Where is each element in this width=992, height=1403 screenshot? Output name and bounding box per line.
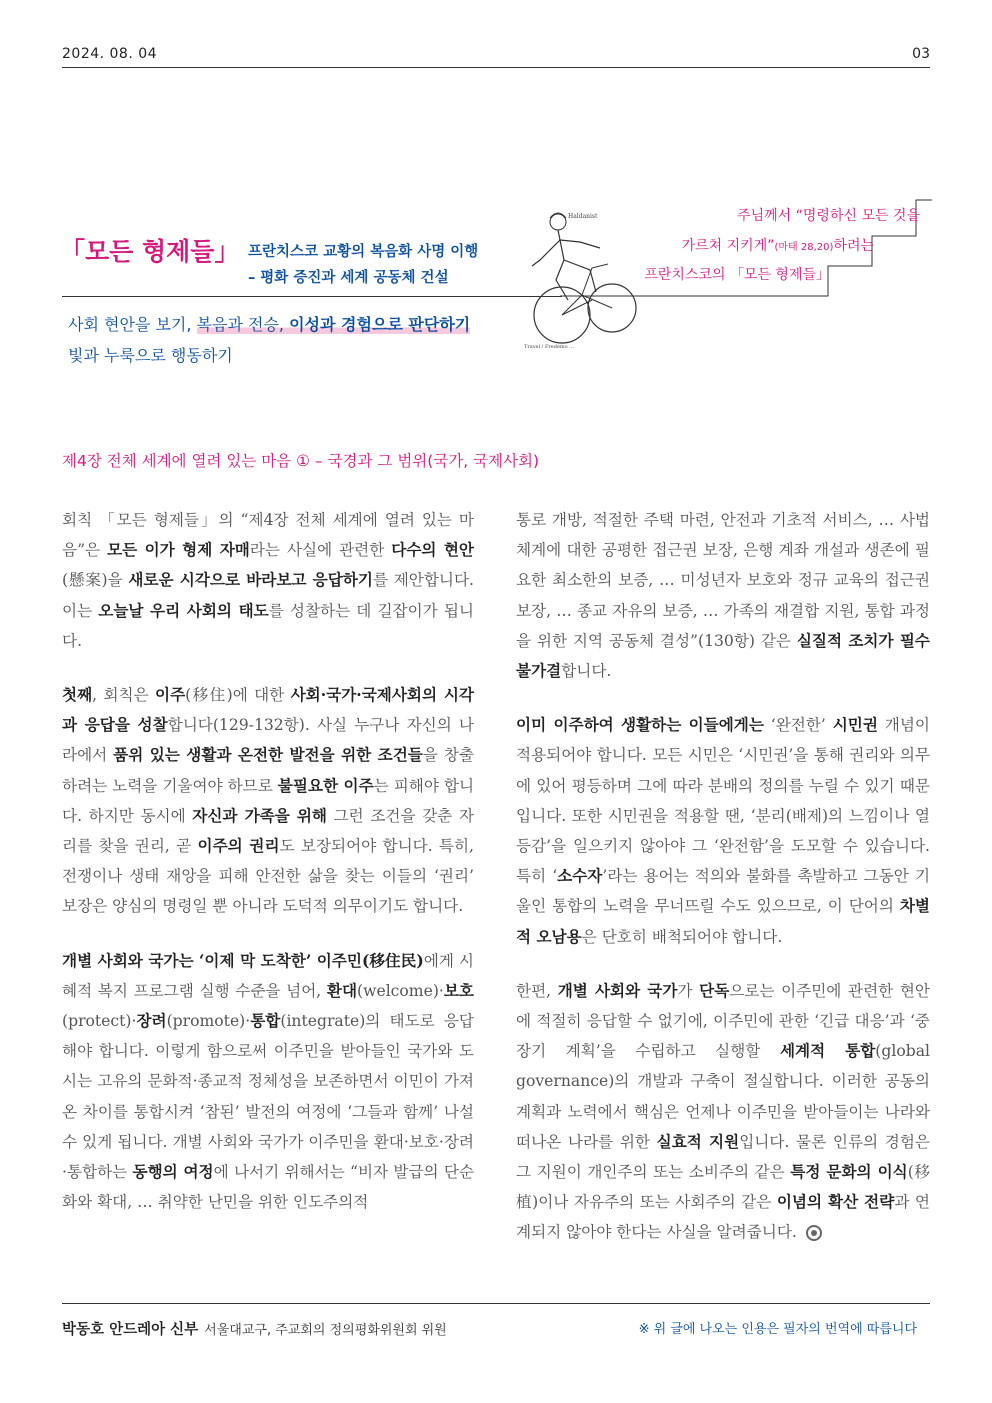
paragraph: 회칙 「모든 형제들」의 “제4장 전체 세계에 열려 있는 마음”은 모든 이가 형제 자매라는 사실에 관련한 다수의 현안(懸案)을 새로운 시각으로 바라보고 응답하기를 제안합니다. 이는 오늘날 우리 사회의 태도를 성찰하는 데 길잡이가 됩니다. <box>62 511 474 650</box>
author-role: 서울대교구, 주교회의 정의평화위원회 위원 <box>204 1323 447 1338</box>
header-divider <box>62 67 930 68</box>
article-column-right <box>516 505 930 1272</box>
tagline-line-2: 빛과 누룩으로 행동하기 <box>68 346 233 365</box>
illustration-caption-bottom: Travel / Fredemo ... <box>524 344 575 350</box>
tagline-judge: 이성과 경험으로 판단하기 <box>289 315 471 334</box>
paragraph: 첫째, 회칙은 이주(移住)에 대한 사회·국가·국제사회의 시각과 응답을 성찰합니다(129-132항). 사실 누구나 자신의 나라에서 품위 있는 생활과 온전한 발전을 위한 조건들을 창출하려는 노력을 기울여야 하므로 불필요한 이주는 피해야 합니다. 하지만 동시에 자신과 가족을 위해 그런 조건을 갖춘 자리를 찾을 권리, 곧 이주의 권리도 보장되어야 합니다. 특히, 전쟁이나 생태 재앙을 피해 안전한 삶을 찾는 이들의 ‘권리’ 보장은 양심의 명령일 뿐 아니라 도덕적 의무이기도 합니다. <box>62 685 475 916</box>
tagline-see: 사회 현안을 보기, <box>68 315 197 334</box>
stair-text-3: 프란치스코의 「모든 형제들」 <box>644 267 830 283</box>
translation-note: ※ 위 글에 나오는 인용은 필자의 번역에 따릅니다 <box>638 1322 917 1337</box>
author-credit <box>62 1318 447 1339</box>
paragraph: 개별 사회와 국가는 ‘이제 막 도착한’ 이주민(移住民)에게 시혜적 복지 프로그램 실행 수준을 넘어, 환대(welcome)·보호(protect)·장려(promote)·통합(integrate)의 태도로 응답해야 합니다. 이렇게 함으로써 이주민을 받아들인 국가와 도시는 고유의 문화적·종교적 정체성을 보존하면서 이민이 가져온 차이를 통합시켜 ‘참된’ 발전의 여정에 ‘그들과 함께’ 나설 수 있게 됩니다. 개별 사회와 국가가 이주민을 환대·보호·장려·통합하는 동행의 여정에 나서기 위해서는 “비자 발급의 단순화와 확대, … 취약한 난민을 위한 인도주의적 <box>62 950 475 1212</box>
title-divider <box>62 296 562 297</box>
subtitle-line-2: – 평화 증진과 세계 공동체 건설 <box>248 270 449 286</box>
paragraph: 이미 이주하여 생활하는 이들에게는 ‘완전한’ 시민권 개념이 적용되어야 합니다. 모든 시민은 ‘시민권’을 통해 권리와 의무에 있어 평등하며 그에 따라 분배의 정의를 누릴 수 있기 때문입니다. 또한 시민권을 적용할 땐, ‘분리(배제)의 느낌이나 열등감’을 일으키지 않아야 그 ‘완전함’을 도모할 수 있습니다. 특히 ‘소수자’라는 용어는 적의와 불화를 촉발하고 그동안 기울인 통합의 노력을 무너뜨릴 수도 있으므로, 이 단어의 차별적 오남용은 단호히 배척되어야 합니다. <box>516 715 931 946</box>
page-number: 03 <box>912 46 930 62</box>
tagline-line-1 <box>68 312 470 335</box>
article-column-left <box>62 505 474 1241</box>
tagline-gospel: 복음과 전승, <box>196 315 290 334</box>
chapter-heading: 제4장 전체 세계에 열려 있는 마음 ① – 국경과 그 범위(국가, 국제사회) <box>62 452 540 470</box>
issue-date: 2024. 08. 04 <box>62 46 158 62</box>
subtitle-line-1: 프란치스코 교황의 복음화 사명 이행 <box>248 244 479 260</box>
bible-reference: (마태 28,20) <box>774 242 834 253</box>
end-mark-icon <box>806 1225 822 1241</box>
stair-text-2: 가르쳐 지키게”(마태 28,20)하려는 <box>681 238 874 254</box>
paragraph: 통로 개방, 적절한 주택 마련, 안전과 기초적 서비스, … 사법 체계에 대한 공평한 접근권 보장, 은행 계좌 개설과 생존에 필요한 최소한의 보증, … 미성년자 보호와 정규 교육의 접근권 보장, … 종교 자유의 보증, … 가족의 재결합 지원, 통합 과정을 위한 지역 공동체 결성”(130항) 같은 실질적 조치가 필수 불가결합니다. <box>516 511 930 681</box>
stair-text-1: 주님께서 “명령하신 모든 것을 <box>737 208 920 224</box>
paragraph: 한편, 개별 사회와 국가가 단독으로는 이주민에 관련한 현안에 적절히 응답할 수 없기에, 이주민에 관한 ‘긴급 대응’과 ‘중장기 계획’을 수립하고 실행할 세계적 통합(global governance)의 개발과 구축이 절실합니다. 이러한 공동의 계획과 노력에서 핵심은 언제나 이주민을 받아들이는 나라와 떠나온 나라를 위한 실효적 지원입니다. 물론 인류의 경험은 그 지원이 개인주의 또는 소비주의 같은 특정 문화의 이식(移植)이나 자유주의 또는 사회주의 같은 이념의 확산 전략과 연계되지 않아야 한다는 사실을 알려줍니다. <box>516 980 930 1242</box>
series-title: 「모든 형제들」 <box>60 237 240 266</box>
footer-divider <box>62 1303 930 1304</box>
illustration-caption-top: Haldanist <box>568 213 598 220</box>
author-name: 박동호 안드레아 신부 <box>62 1322 199 1338</box>
